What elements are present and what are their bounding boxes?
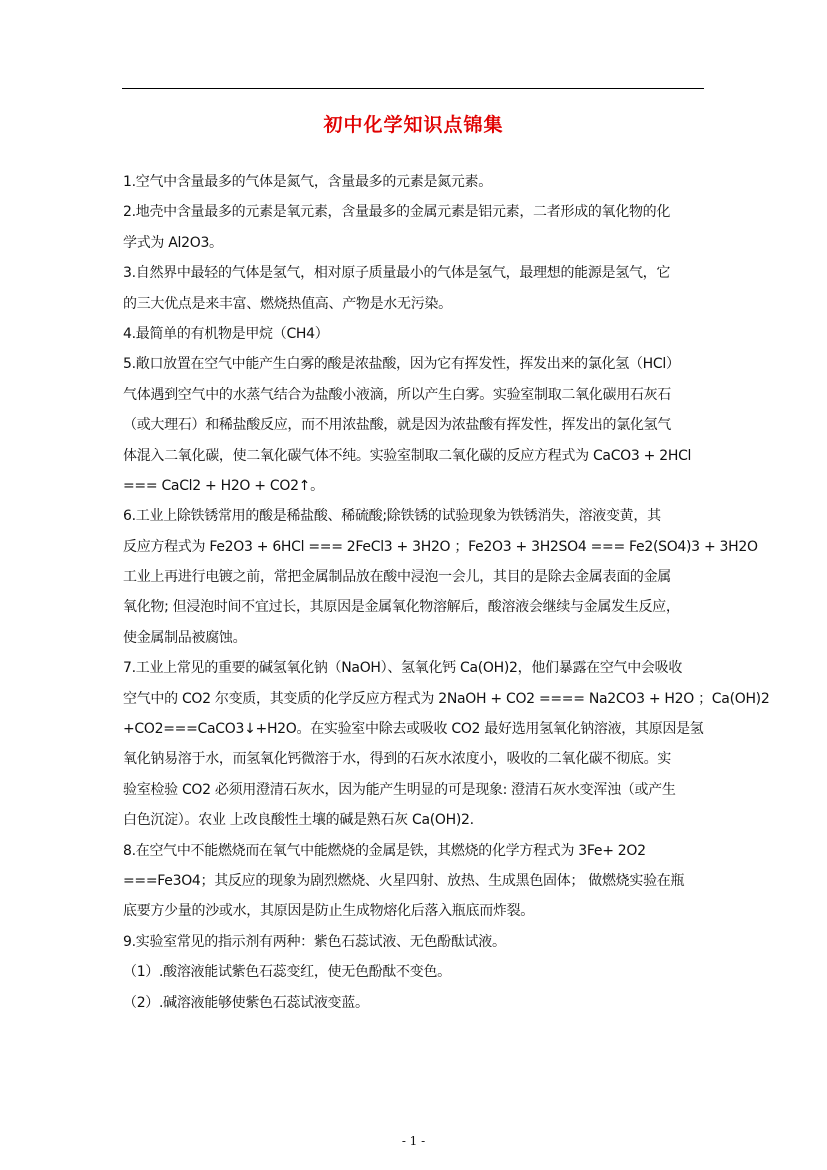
text-line: 7.工业上常见的重要的碱氢氧化钠（NaOH）、氢氧化钙 Ca(OH)2，他们暴露在空气中会吸收 (123, 660, 683, 677)
text-line: 2.地壳中含量最多的元素是氧元素，含量最多的金属元素是铝元素，二者形成的氧化物的化 (123, 204, 671, 221)
text-line: 3.自然界中最轻的气体是氢气，相对原子质量最小的气体是氢气，最理想的能源是氢气，它 (123, 265, 671, 282)
text-line: 氧化物; 但浸泡时间不宜过长，其原因是金属氧化物溶解后，酸溶液会继续与金属发生反应， (123, 599, 680, 616)
text-line: 反应方程式为 Fe2O3 + 6HCl === 2FeCl3 + 3H2O ；Fe2O3 + 3H2SO4 === Fe2(SO4)3 + 3H2O (123, 538, 758, 555)
text-line: +CO2===CaCO3↓+H2O。在实验室中除去或吸收 CO2 最好选用氢氧化钠溶液，其原因是氢 (123, 721, 704, 738)
text-line: 使金属制品被腐蚀。 (123, 629, 247, 646)
page-title: 初中化学知识点锦集 (323, 114, 504, 136)
text-line: 白色沉淀）。农业 上改良酸性土壤的碱是熟石灰 Ca(OH)2. (123, 812, 474, 829)
text-line: 4.最简单的有机物是甲烷（CH4） (123, 325, 329, 342)
text-line: 的三大优点是来丰富、燃烧热值高、产物是水无污染。 (123, 295, 452, 312)
text-line: 气体遇到空气中的水蒸气结合为盐酸小液滴，所以产生白雾。实验室制取二氧化碳用石灰石 (123, 386, 671, 403)
text-line: ===Fe3O4；其反应的现象为剧烈燃烧、火星四射、放热、生成黑色固体； 做燃烧实验在瓶 (123, 872, 685, 889)
text-line: 1.空气中含量最多的气体是氮气，含量最多的元素是氮元素。 (123, 174, 492, 190)
text-line: 学式为 Al2O3。 (123, 234, 223, 251)
text-line: === CaCl2 + H2O + CO2↑。 (123, 477, 324, 494)
page-number: - 1 - (401, 1134, 426, 1148)
text-line: 工业上再进行电镀之前，常把金属制品放在酸中浸泡一会儿，其目的是除去金属表面的金属 (123, 569, 671, 586)
document-body (123, 167, 770, 1018)
text-line: 6.工业上除铁锈常用的酸是稀盐酸、稀硫酸;除铁锈的试验现象为铁锈消失，溶液变黄，其 (123, 508, 661, 525)
text-line: 9.实验室常见的指示剂有两种：紫色石蕊试液、无色酚酞试液。 (123, 933, 506, 950)
text-line: 空气中的 CO2 尔变质，其变质的化学反应方程式为 2NaOH + CO2 ==== Na2CO3 + H2O ；Ca(OH)2 (123, 690, 770, 707)
text-line: （2）.碱溶液能够使紫色石蕊试液变蓝。 (123, 994, 369, 1011)
header-rule (122, 88, 704, 89)
text-line: 5.敞口放置在空气中能产生白雾的酸是浓盐酸，因为它有挥发性，挥发出来的氯化氢（HCl） (123, 356, 680, 373)
text-line: 体混入二氧化碳，使二氧化碳气体不纯。实验室制取二氧化碳的反应方程式为 CaCO3 + 2HCl (123, 447, 692, 464)
text-line: （或大理石）和稀盐酸反应，而不用浓盐酸，就是因为浓盐酸有挥发性，挥发出的氯化氢气 (123, 417, 671, 434)
text-line: 8.在空气中不能燃烧而在氧气中能燃烧的金属是铁，其燃烧的化学方程式为 3Fe+ 2O2 (123, 842, 646, 859)
text-line: 底要方少量的沙或水，其原因是防止生成物熔化后落入瓶底而炸裂。 (123, 903, 534, 920)
text-line: （1）.酸溶液能试紫色石蕊变红，使无色酚酞不变色。 (123, 964, 451, 981)
text-line: 氧化钠易溶于水，而氢氧化钙微溶于水，得到的石灰水浓度小，吸收的二氧化碳不彻底。实 (123, 751, 671, 768)
text-line: 验室检验 CO2 必须用澄清石灰水，因为能产生明显的可是现象: 澄清石灰水变浑浊（或产生 (123, 781, 676, 798)
